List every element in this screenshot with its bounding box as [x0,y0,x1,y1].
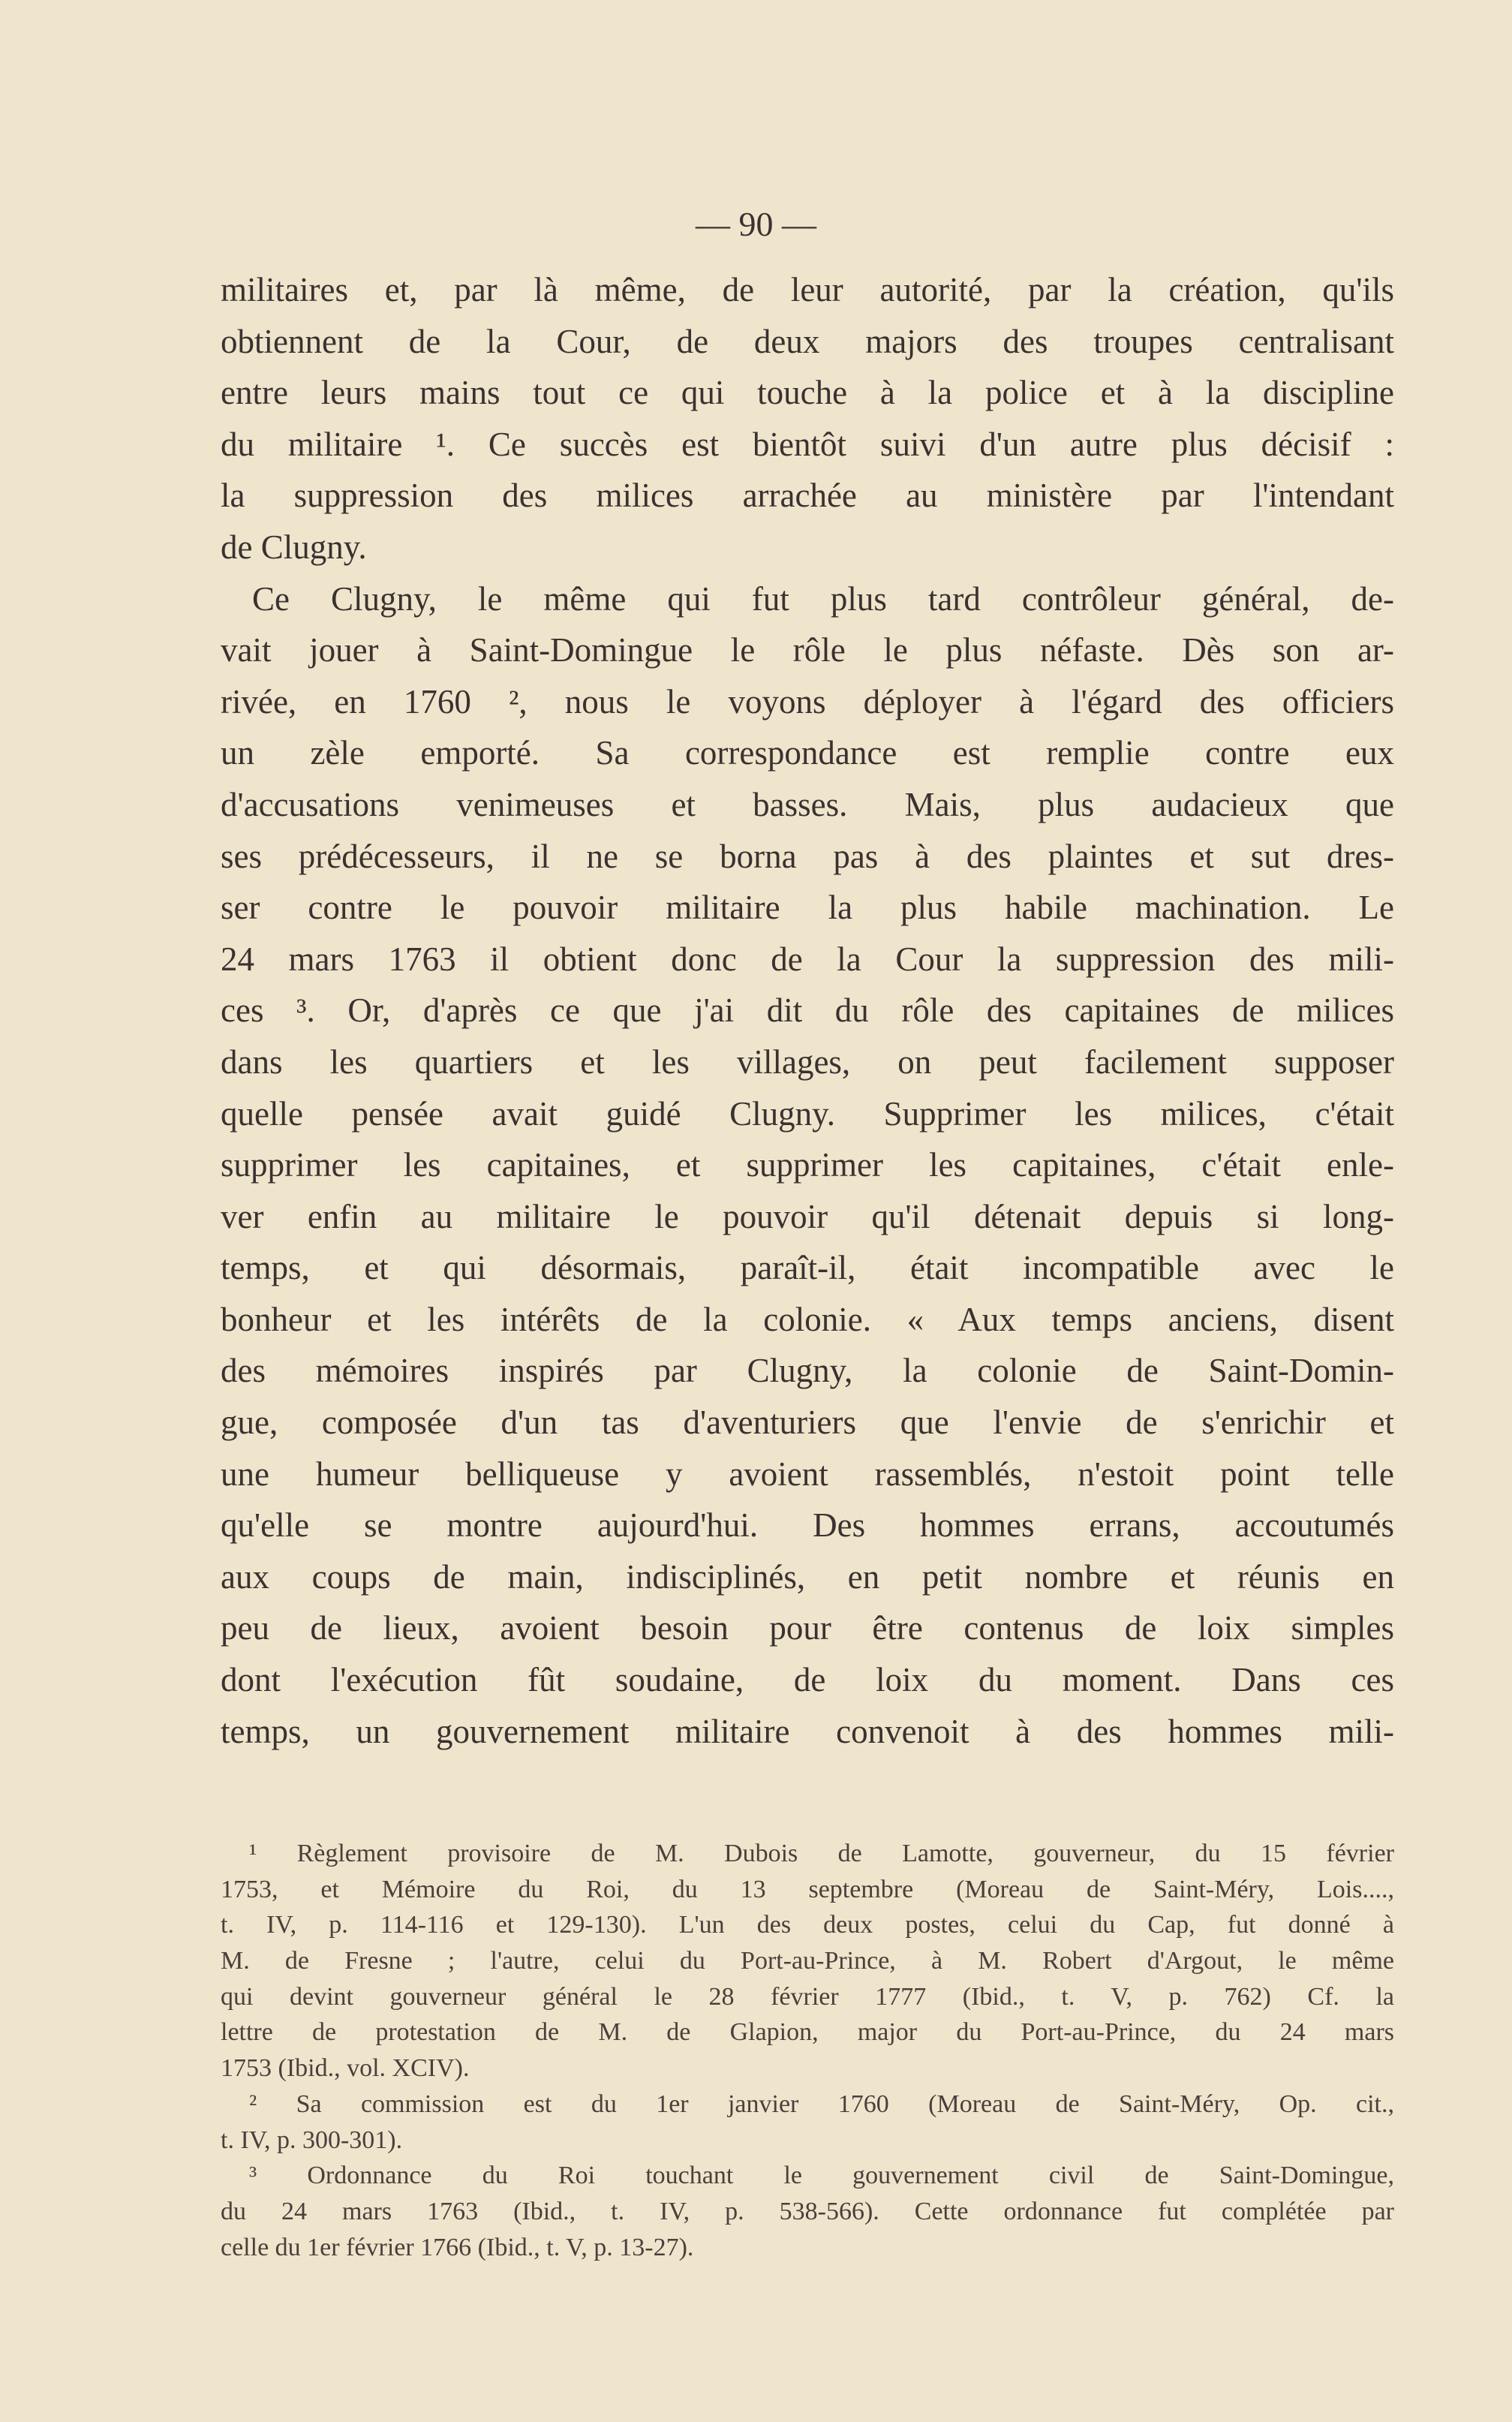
text-line: un zèle emporté. Sa correspondance est remplie contre eux [221,734,1394,772]
text-line: temps, un gouvernement militaire convenoit à des hommes mili- [221,1712,1394,1750]
text-line: dont l'exécution fût soudaine, de loix du moment. Dans ces [221,1661,1394,1699]
text-line: quelle pensée avait guidé Clugny. Supprimer les milices, c'était [221,1094,1394,1133]
text-line: obtiennent de la Cour, de deux majors des troupes centralisant [221,322,1394,360]
footnote-line: ³ Ordonnance du Roi touchant le gouvernement civil de Saint-Domingue, [249,2162,1394,2190]
footnote-line: ² Sa commission est du 1er janvier 1760 (Moreau de Saint-Méry, Op. cit., [249,2090,1394,2118]
text-line: temps, et qui désormais, paraît-il, était incompatible avec le [221,1249,1394,1287]
footnote-line: t. IV, p. 300-301). [221,2126,403,2154]
text-line: qu'elle se montre aujourd'hui. Des hommes errans, accoutumés [221,1506,1394,1545]
text-line: Ce Clugny, le même qui fut plus tard contrôleur général, de- [252,579,1394,618]
text-line: aux coups de main, indisciplinés, en petit nombre et réunis en [221,1557,1394,1596]
text-line: 24 mars 1763 il obtient donc de la Cour la suppression des mili- [221,940,1394,978]
footnote-line: ¹ Règlement provisoire de M. Dubois de Lamotte, gouverneur, du 15 février [249,1840,1394,1867]
text-line: ser contre le pouvoir militaire la plus habile machination. Le [221,889,1394,927]
footnote-line: du 24 mars 1763 (Ibid., t. IV, p. 538-566). Cette ordonnance fut complétée par [221,2197,1394,2225]
text-line: gue, composée d'un tas d'aventuriers que l'envie de s'enrichir et [221,1404,1394,1442]
text-line: ces ³. Or, d'après ce que j'ai dit du rôle des capitaines de milices [221,991,1394,1030]
text-line: dans les quartiers et les villages, on peut facilement supposer [221,1043,1394,1081]
body-text [221,264,1394,1757]
footnote-line: 1753 (Ibid., vol. XCIV). [221,2054,470,2083]
text-line: vait jouer à Saint-Domingue le rôle le plus néfaste. Dès son ar- [221,631,1394,669]
text-line: supprimer les capitaines, et supprimer les capitaines, c'était enle- [221,1146,1394,1184]
text-line: rivée, en 1760 ², nous le voyons déployer à l'égard des officiers [221,682,1394,721]
footnote-line: lettre de protestation de M. de Glapion, major du Port-au-Prince, du 24 mars [221,2018,1394,2047]
footnote-line: qui devint gouverneur général le 28 février 1777 (Ibid., t. V, p. 762) Cf. la [221,1982,1394,2011]
footnote-line: celle du 1er février 1766 (Ibid., t. V, p. 13-27). [221,2233,694,2261]
text-line: d'accusations venimeuses et basses. Mais, plus audacieux que [221,785,1394,823]
text-line: une humeur belliqueuse y avoient rassemblés, n'estoit point telle [221,1455,1394,1493]
text-line: des mémoires inspirés par Clugny, la colonie de Saint-Domin- [221,1352,1394,1390]
text-line: ver enfin au militaire le pouvoir qu'il détenait depuis si long- [221,1197,1394,1235]
page-number: — 90 — [696,205,816,243]
text-line: du militaire ¹. Ce succès est bientôt suivi d'un autre plus décisif : [221,425,1394,463]
text-line: la suppression des milices arrachée au ministère par l'intendant [221,477,1394,515]
text-line: militaires et, par là même, de leur autorité, par la création, qu'ils [221,271,1394,308]
footnote-line: 1753, et Mémoire du Roi, du 13 septembre (Moreau de Saint-Méry, Lois...., [221,1875,1394,1903]
text-line: entre leurs mains tout ce qui touche à la police et à la discipline [221,374,1394,412]
footnote-line: M. de Fresne ; l'autre, celui du Port-au-Prince, à M. Robert d'Argout, le même [221,1947,1394,1975]
text-line: peu de lieux, avoient besoin pour être contenus de loix simples [221,1609,1394,1647]
text-line: bonheur et les intérêts de la colonie. « Aux temps anciens, disent [221,1300,1394,1338]
footnote-line: t. IV, p. 114-116 et 129-130). L'un des deux postes, celui du Cap, fut donné à [221,1911,1394,1939]
text-line: ses prédécesseurs, il ne se borna pas à des plaintes et sut dres- [221,837,1394,875]
footnotes [221,1836,1394,2265]
text-line: de Clugny. [221,528,367,566]
